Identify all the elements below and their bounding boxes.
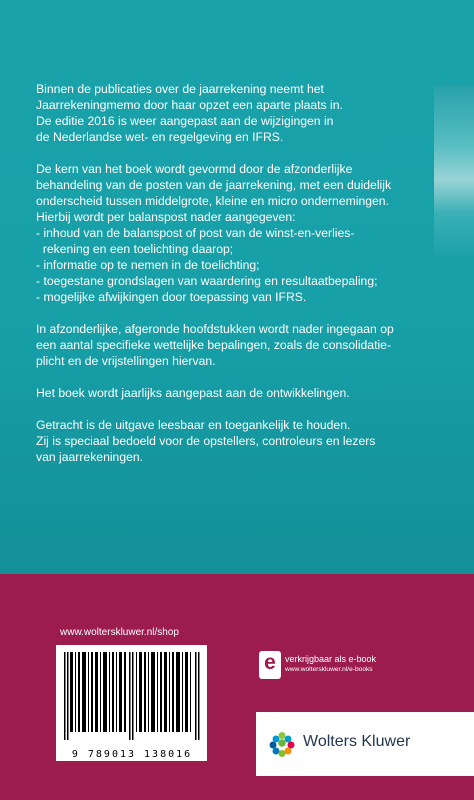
description-line: Getracht is de uitgave leesbaar en toegankelijk te houden.: [36, 418, 351, 432]
description-list-item-continuation: rekening en een toelichting daarop;: [36, 242, 234, 256]
description-line: Jaarrekeningmemo door haar opzet een aparte plaats in.: [36, 98, 343, 112]
description-text: [36, 81, 438, 481]
publisher-name: Wolters Kluwer: [303, 733, 411, 750]
description-line: van jaarrekeningen.: [36, 450, 144, 464]
ebook-title: verkrijgbaar als e-book: [285, 654, 377, 664]
wolters-kluwer-logo-icon: [268, 730, 296, 758]
description-line: De kern van het boek wordt gevormd door de afzonderlijke: [36, 162, 353, 176]
description-paragraph-1: [36, 81, 438, 145]
ebook-icon: e: [259, 651, 281, 679]
description-line: behandeling van de posten van de jaarrekening, met een duidelijk: [36, 178, 392, 192]
description-line: de Nederlandse wet- en regelgeving en IFRS.: [36, 130, 284, 144]
ebook-link[interactable]: www.wolterskluwer.nl/e-books: [285, 666, 373, 673]
description-line: De editie 2016 is weer aangepast aan de wijzigingen in: [36, 114, 334, 128]
barcode: [56, 645, 207, 761]
description-paragraph-4: [36, 385, 438, 401]
description-paragraph-5: [36, 417, 438, 465]
shop-link[interactable]: www.wolterskluwer.nl/shop: [60, 627, 179, 638]
description-list-item: - informatie op te nemen in de toelichting;: [36, 258, 260, 272]
description-paragraph-3: [36, 321, 438, 369]
description-line: Het boek wordt jaarlijks aangepast aan de ontwikkelingen.: [36, 386, 350, 400]
description-line: Binnen de publicaties over de jaarrekening neemt het: [36, 82, 324, 96]
cover-photo-fragment: [434, 86, 474, 256]
barcode-icon: [64, 652, 200, 740]
description-line: onderscheid tussen middelgrote, kleine en micro ondernemingen.: [36, 194, 389, 208]
description-list-item: - mogelijke afwijkingen door toepassing van IFRS.: [36, 290, 307, 304]
description-line: Zij is speciaal bedoeld voor de opstellers, controleurs en lezers: [36, 434, 376, 448]
description-line: Hierbij wordt per balanspost nader aangegeven:: [36, 210, 296, 224]
description-list-item: - inhoud van de balanspost of post van de winst-en-verlies-: [36, 226, 355, 240]
description-line: plicht en de vrijstellingen hiervan.: [36, 354, 216, 368]
description-list-item: - toegestane grondslagen van waardering en resultaatbepaling;: [36, 274, 378, 288]
description-paragraph-2: [36, 161, 438, 305]
publisher-logo-box: [256, 712, 474, 776]
ebook-availability: [285, 654, 376, 674]
description-line: In afzonderlijke, afgeronde hoofdstukken wordt nader ingegaan op: [36, 322, 394, 336]
isbn-number: 9 789013 138016: [71, 749, 193, 760]
description-line: een aantal specifieke wettelijke bepalingen, zoals de consolidatie-: [36, 338, 392, 352]
